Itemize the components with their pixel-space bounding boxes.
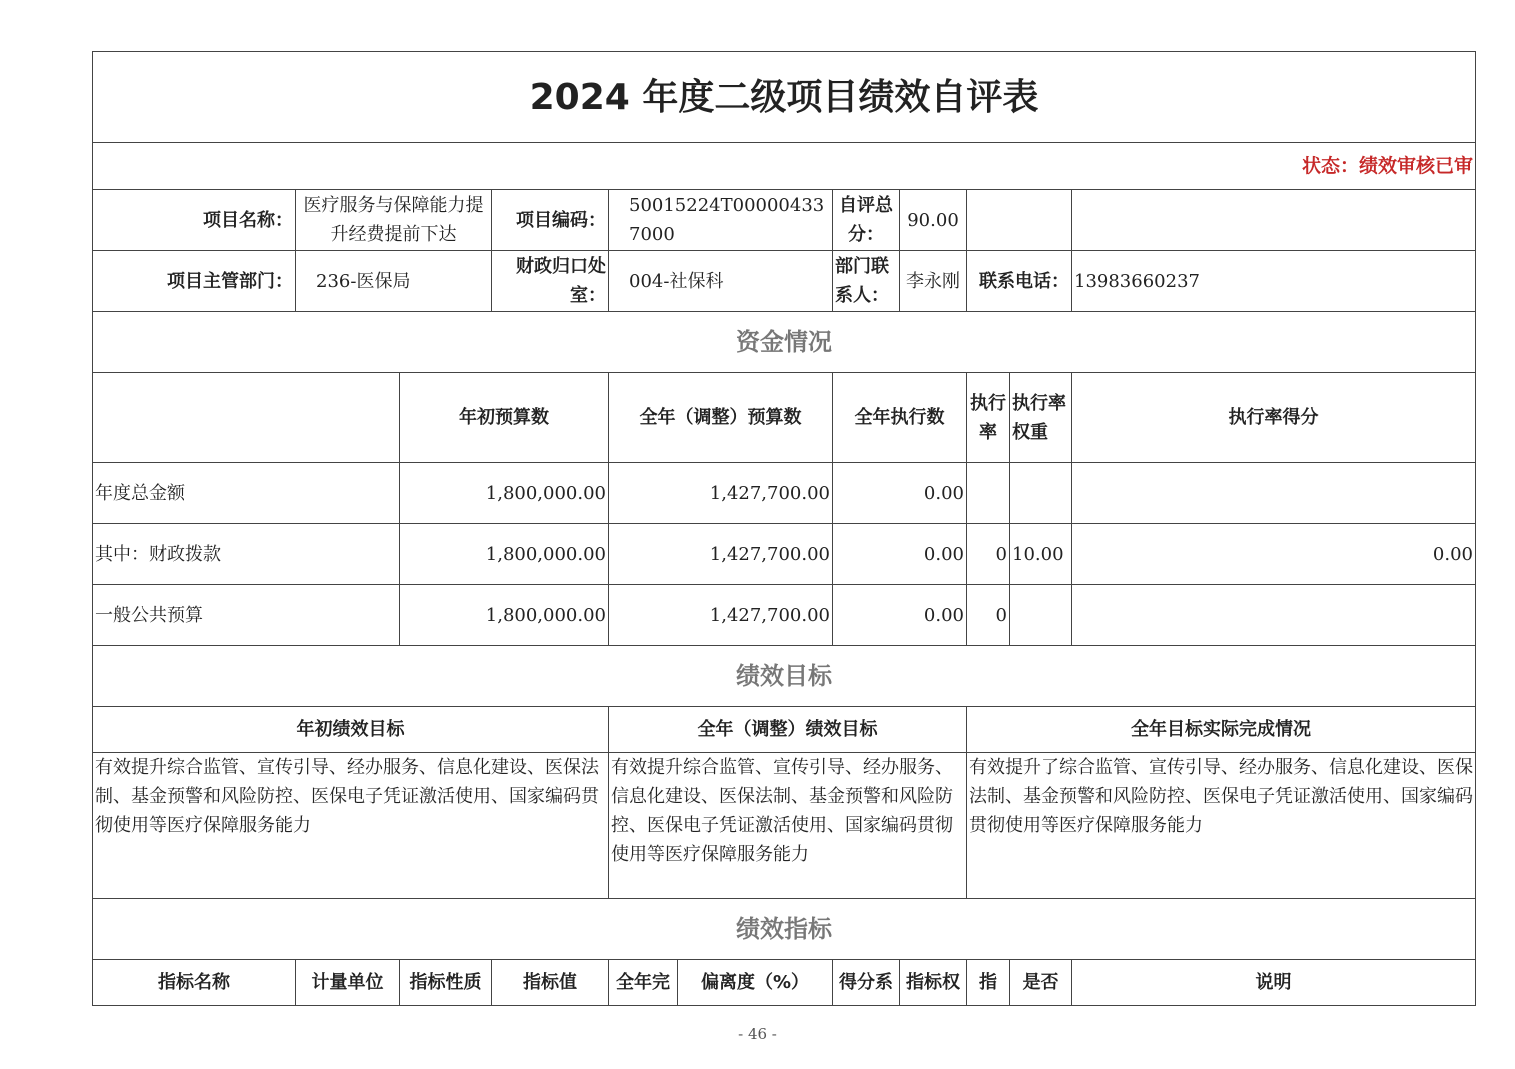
score-value: 90.00: [900, 190, 967, 251]
indicator-header-value: 指标值: [492, 960, 609, 1006]
indicator-header-whether: 是否: [1010, 960, 1072, 1006]
finance-label: 财政归口处室：: [492, 251, 609, 312]
page-number: - 46 -: [738, 1025, 777, 1043]
funds-row-rate: 0: [967, 524, 1010, 585]
funds-row-initial: 1,800,000.00: [400, 585, 609, 646]
funds-section-title: 资金情况: [93, 312, 1476, 373]
table-row: [93, 463, 1476, 524]
indicators-section-title: 绩效指标: [93, 899, 1476, 960]
funds-row-executed: 0.00: [833, 524, 967, 585]
page-title: 2024 年度二级项目绩效自评表: [93, 52, 1476, 143]
goals-header-initial: 年初绩效目标: [93, 707, 609, 753]
indicator-header-short: 指: [967, 960, 1010, 1006]
indicator-header-nature: 指标性质: [400, 960, 492, 1006]
score-label: 自评总分：: [833, 190, 900, 251]
goals-actual-text: 有效提升了综合监管、宣传引导、经办服务、信息化建设、医保法制、基金预警和风险防控、医保电子凭证激活使用、国家编码贯彻使用等医疗保障服务能力: [967, 753, 1476, 899]
funds-row-rate: 0: [967, 585, 1010, 646]
form-table: [92, 51, 1476, 1006]
table-row: [93, 585, 1476, 646]
contact-label: 部门联系人：: [833, 251, 900, 312]
project-name-value: 医疗服务与保障能力提升经费提前下达: [296, 190, 492, 251]
project-code-label: 项目编码：: [492, 190, 609, 251]
funds-row-initial: 1,800,000.00: [400, 463, 609, 524]
funds-row-rate: [967, 463, 1010, 524]
funds-row-score: [1072, 585, 1476, 646]
funds-row-initial: 1,800,000.00: [400, 524, 609, 585]
funds-row-score: 0.00: [1072, 524, 1476, 585]
phone-label: 联系电话：: [967, 251, 1072, 312]
funds-row-weight: [1010, 463, 1072, 524]
evaluation-form: [92, 51, 1475, 1006]
funds-row-weight: [1010, 585, 1072, 646]
phone-value: 13983660237: [1072, 251, 1476, 312]
status-badge: 状态：绩效审核已审: [93, 143, 1476, 190]
funds-row-label: 一般公共预算: [93, 585, 400, 646]
indicator-header-name: 指标名称: [93, 960, 296, 1006]
funds-header-rate: 执行率: [967, 373, 1010, 463]
table-row: [93, 524, 1476, 585]
indicator-header-coefficient: 得分系: [833, 960, 900, 1006]
indicator-header-deviation: 偏离度（%）: [678, 960, 833, 1006]
funds-header-weight: 执行率权重: [1010, 373, 1072, 463]
funds-row-label: 其中：财政拨款: [93, 524, 400, 585]
goals-initial-text: 有效提升综合监管、宣传引导、经办服务、信息化建设、医保法制、基金预警和风险防控、医保电子凭证激活使用、国家编码贯彻使用等医疗保障服务能力: [93, 753, 609, 899]
funds-row-executed: 0.00: [833, 585, 967, 646]
funds-row-executed: 0.00: [833, 463, 967, 524]
funds-row-weight: 10.00: [1010, 524, 1072, 585]
funds-row-adjusted: 1,427,700.00: [609, 585, 833, 646]
goals-header-actual: 全年目标实际完成情况: [967, 707, 1476, 753]
funds-row-label: 年度总金额: [93, 463, 400, 524]
funds-header-adjusted: 全年（调整）预算数: [609, 373, 833, 463]
indicator-header-weight: 指标权: [900, 960, 967, 1006]
funds-row-score: [1072, 463, 1476, 524]
project-name-label: 项目名称：: [93, 190, 296, 251]
empty-cell: [1072, 190, 1476, 251]
empty-cell: [967, 190, 1072, 251]
indicator-header-completion: 全年完: [609, 960, 678, 1006]
goals-adjusted-text: 有效提升综合监管、宣传引导、经办服务、信息化建设、医保法制、基金预警和风险防控、医保电子凭证激活使用、国家编码贯彻使用等医疗保障服务能力: [609, 753, 967, 899]
funds-row-adjusted: 1,427,700.00: [609, 524, 833, 585]
funds-header-executed: 全年执行数: [833, 373, 967, 463]
dept-value: 236-医保局: [296, 251, 492, 312]
contact-value: 李永刚: [900, 251, 967, 312]
indicator-header-unit: 计量单位: [296, 960, 400, 1006]
funds-header-score: 执行率得分: [1072, 373, 1476, 463]
project-code-value: 50015224T000004337000: [609, 190, 833, 251]
funds-row-adjusted: 1,427,700.00: [609, 463, 833, 524]
funds-header-initial: 年初预算数: [400, 373, 609, 463]
goals-header-adjusted: 全年（调整）绩效目标: [609, 707, 967, 753]
finance-value: 004-社保科: [609, 251, 833, 312]
dept-label: 项目主管部门：: [93, 251, 296, 312]
goals-section-title: 绩效目标: [93, 646, 1476, 707]
indicator-header-notes: 说明: [1072, 960, 1476, 1006]
empty-cell: [93, 373, 400, 463]
